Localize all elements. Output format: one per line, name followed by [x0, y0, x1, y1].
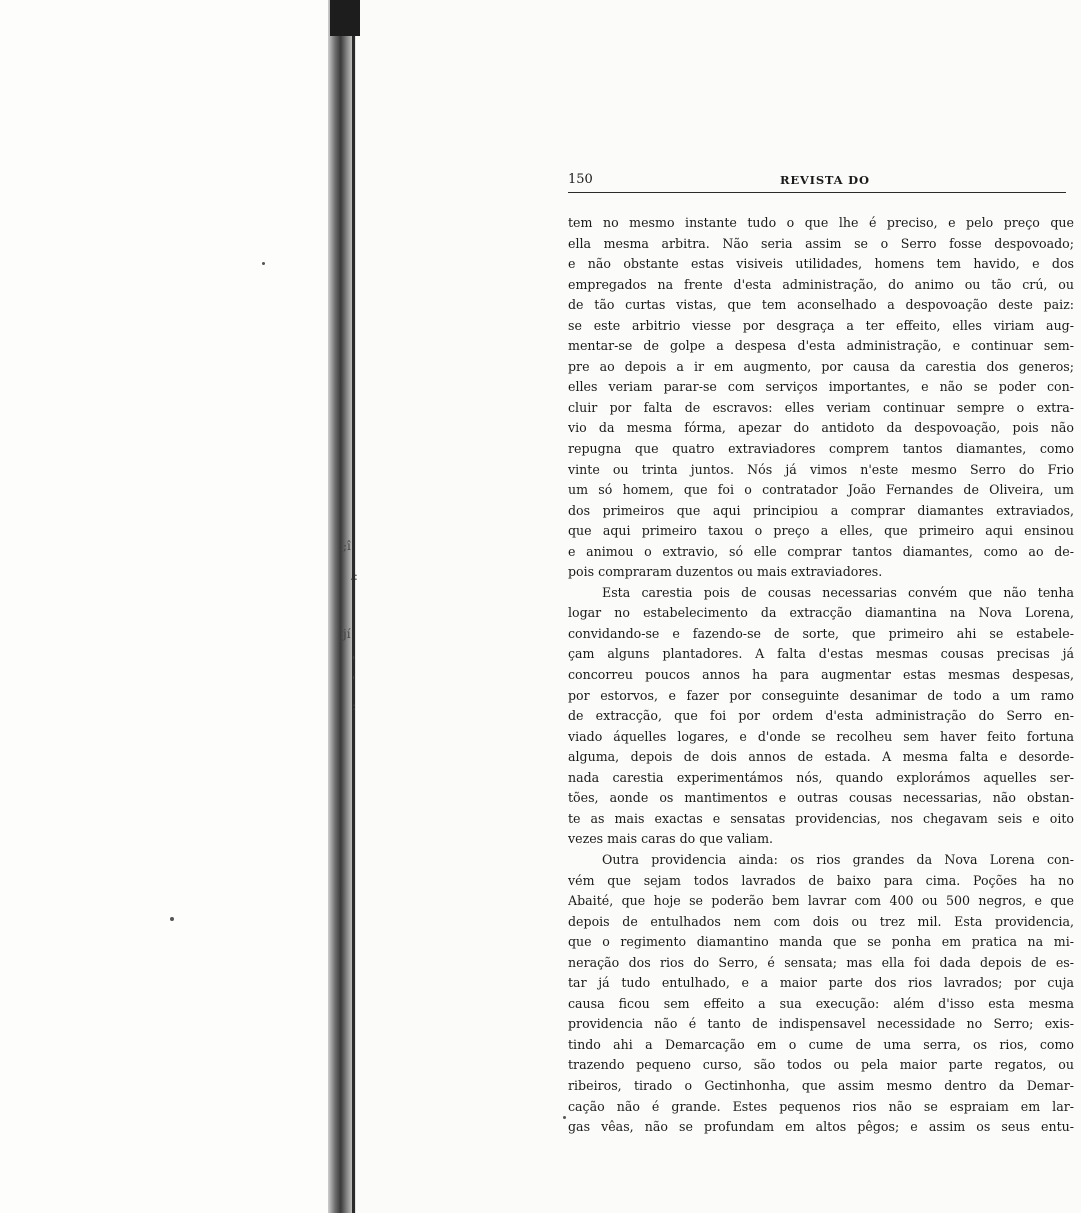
text-line: tões, aonde os mantimentos e outras cousas necessarias, não obstan- [568, 790, 1074, 806]
text-line: dos primeiros que aqui principiou a comprar diamantes extraviados, [568, 502, 1074, 518]
text-line: e animou o extravio, só elle comprar tantos diamantes, como ao de- [568, 543, 1074, 559]
gutter-mark: ' [352, 674, 356, 688]
running-head [568, 170, 1078, 192]
text-line: se este arbitrio viesse por desgraça a ter effeito, elles viriam aug- [568, 317, 1074, 333]
paragraph-start-line: Outra providencia ainda: os rios grandes da Nova Lorena con- [602, 851, 1074, 867]
page-number: 150 [568, 172, 593, 187]
binding-fold [330, 0, 360, 36]
text-line: te as mais exactas e sensatas providencias, nos chegavam seis e oito [568, 810, 1074, 826]
text-line: de tão curtas vistas, que tem aconselhado a despovoação deste paiz: [568, 297, 1074, 313]
text-line: e não obstante estas visiveis utilidades, homens tem havido, e dos [568, 256, 1074, 272]
book-page [568, 170, 1078, 1138]
text-line: Abaité, que hoje se poderão bem lavrar com 400 ou 500 negros, e que [568, 893, 1074, 909]
text-line: tem no mesmo instante tudo o que lhe é preciso, e pelo preço que [568, 215, 1074, 230]
speck [262, 262, 265, 265]
text-line: vezes mais caras do que valiam. [568, 831, 774, 847]
text-line: vém que sejam todos lavrados de baixo para cima. Poções ha no [568, 872, 1074, 888]
text-line: cluir por falta de escravos: elles veriam continuar sempre o extra- [568, 399, 1074, 415]
text-line: ella mesma arbitra. Não seria assim se o Serro fosse despovoado; [568, 235, 1074, 251]
text-line: mentar-se de golpe a despesa d'esta administração, e continuar sem- [568, 338, 1074, 354]
gutter-mark: ;î [343, 539, 351, 553]
text-line: alguma, depois de dois annos de estada. A mesma falta e desorde- [568, 749, 1074, 765]
text-line: um só homem, que foi o contratador João Fernandes de Oliveira, um [568, 482, 1074, 498]
gutter-mark: : [352, 699, 357, 713]
text-line: nada carestia experimentámos nós, quando explorámos aquelles ser- [568, 769, 1074, 785]
paragraph-start-line: Esta carestia pois de cousas necessarias convém que não tenha [602, 584, 1074, 600]
text-line: trazendo pequeno curso, são todos ou pela maior parte regatos, ou [568, 1057, 1074, 1073]
text-line: repugna que quatro extraviadores comprem tantos diamantes, como [568, 441, 1074, 457]
text-line: ribeiros, tirado o Gectinhonha, que assim mesmo dentro da Demar- [568, 1077, 1074, 1093]
text-line: elles veriam parar-se com serviços importantes, e não se poder con- [568, 379, 1074, 395]
text-line: causa ficou sem effeito a sua execução: além d'isso esta mesma [568, 995, 1074, 1011]
text-line: tar já tudo entulhado, e a maior parte dos rios lavrados; por cuja [568, 975, 1074, 991]
text-line: providencia não é tanto de indispensavel necessidade no Serro; exis- [568, 1016, 1074, 1032]
gutter-mark: jí [343, 627, 351, 641]
speck [170, 917, 174, 921]
text-line: vinte ou trinta juntos. Nós já vimos n'este mesmo Serro do Frio [568, 461, 1074, 477]
running-title: REVISTA DO [780, 173, 870, 187]
text-line: neração dos rios do Serro, é sensata; mas ella foi dada depois de es- [568, 954, 1074, 970]
speck [563, 1116, 566, 1119]
text-line: gas vêas, não se profundam em altos pêgos; e assim os seus entu- [568, 1119, 1074, 1135]
text-line: vio da mesma fórma, apezar do antidoto da despovoação, pois não [568, 420, 1074, 436]
body-text [568, 213, 1074, 1138]
text-line: pois compraram duzentos ou mais extraviadores. [568, 564, 883, 580]
blank-left-page [0, 0, 328, 1213]
text-line: viado áquelles logares, e d'onde se recolheu sem haver feito fortuna [568, 728, 1074, 744]
text-line: çam alguns plantadores. A falta d'estas mesmas cousas precisas já [568, 646, 1074, 662]
gutter-line [352, 0, 355, 1213]
text-line: empregados na frente d'esta administração, do animo ou tão crú, ou [568, 276, 1074, 292]
text-line: concorreu poucos annos ha para augmentar estas mesmas despesas, [568, 667, 1074, 683]
text-line: tindo ahi a Demarcação em o cume de uma serra, os rios, como [568, 1036, 1074, 1052]
gutter-mark: .: [350, 569, 358, 583]
text-line: por estorvos, e fazer por conseguinte desanimar de todo a um ramo [568, 687, 1074, 703]
gutter-mark: ' [352, 654, 356, 668]
text-line: pre ao depois a ir em augmento, por causa da carestia dos generos; [568, 358, 1074, 374]
text-line: cação não é grande. Estes pequenos rios não se espraiam em lar- [568, 1098, 1074, 1114]
text-line: logar no estabelecimento da extracção diamantina na Nova Lorena, [568, 605, 1074, 621]
header-rule [568, 192, 1066, 193]
text-line: depois de entulhados nem com dois ou trez mil. Esta providencia, [568, 913, 1074, 929]
text-line: convidando-se e fazendo-se de sorte, que primeiro ahi se estabele- [568, 625, 1074, 641]
text-line: que o regimento diamantino manda que se ponha em pratica na mi- [568, 934, 1074, 950]
text-line: de extracção, que foi por ordem d'esta administração do Serro en- [568, 708, 1074, 724]
text-line: que aqui primeiro taxou o preço a elles, que primeiro aqui ensinou [568, 523, 1074, 539]
